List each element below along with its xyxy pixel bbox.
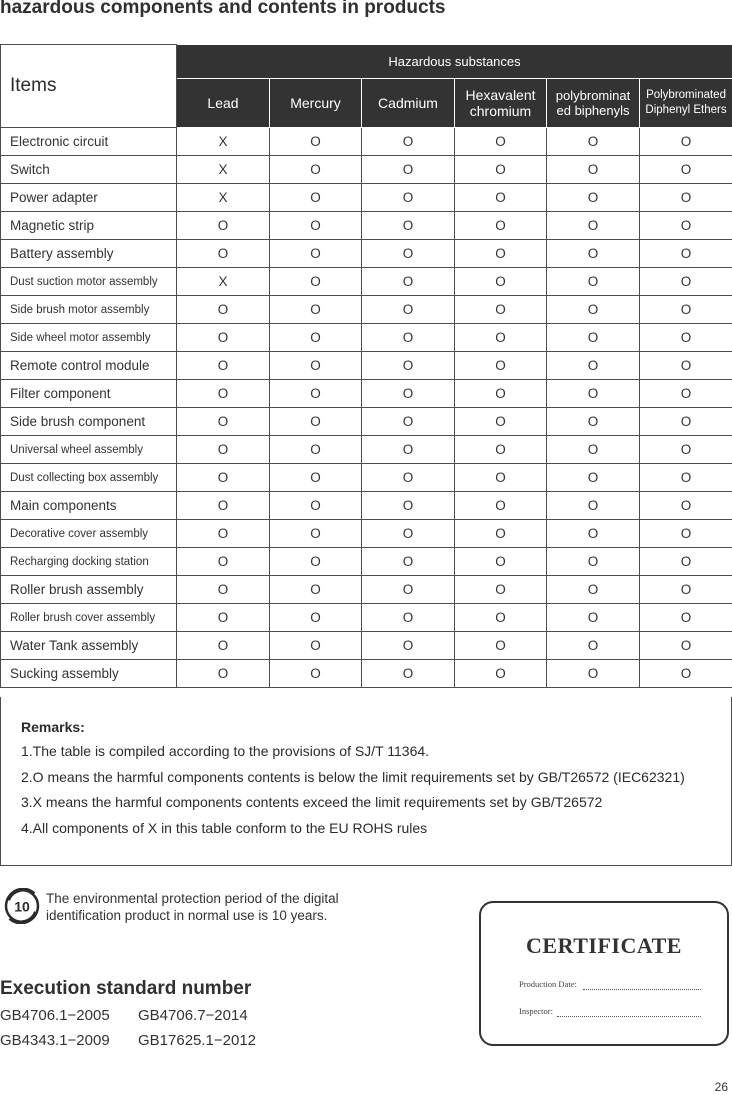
items-header: Items <box>1 45 177 128</box>
item-name: Universal wheel assembly <box>1 436 177 464</box>
item-name: Main components <box>1 492 177 520</box>
column-header <box>270 79 362 128</box>
table-row <box>1 548 732 576</box>
item-name: Roller brush cover assembly <box>1 604 177 632</box>
substance-value: O <box>547 212 640 240</box>
substance-value: O <box>270 324 362 352</box>
substance-value: O <box>270 408 362 436</box>
substance-value: O <box>362 296 455 324</box>
substance-value: O <box>270 464 362 492</box>
substance-value: O <box>547 436 640 464</box>
substance-value: O <box>177 576 270 604</box>
substance-value: O <box>177 380 270 408</box>
substance-value: O <box>177 492 270 520</box>
substance-value: O <box>177 632 270 660</box>
table-row <box>1 520 732 548</box>
substance-value: O <box>362 156 455 184</box>
table-row <box>1 352 732 380</box>
substance-value: O <box>455 184 547 212</box>
substance-value: O <box>640 632 732 660</box>
substance-value: X <box>177 156 270 184</box>
remark-2: 2.O means the harmful components contents is below the limit requirements set by GB/T26572 (IEC62321) <box>21 769 685 785</box>
substance-value: O <box>455 520 547 548</box>
substance-value: O <box>547 240 640 268</box>
column-header-line: Diphenyl Ethers <box>645 104 727 116</box>
substance-value: O <box>547 576 640 604</box>
substance-value: O <box>177 464 270 492</box>
substance-value: O <box>547 548 640 576</box>
substance-value: O <box>270 268 362 296</box>
substance-value: O <box>640 240 732 268</box>
column-header-line: Cadmium <box>378 95 438 111</box>
hazardous-substances-table <box>0 44 732 688</box>
substance-value: O <box>270 660 362 688</box>
substance-value: O <box>547 660 640 688</box>
item-name: Electronic circuit <box>1 128 177 156</box>
item-name: Sucking assembly <box>1 660 177 688</box>
column-header <box>177 79 270 128</box>
table-row <box>1 380 732 408</box>
table-row <box>1 492 732 520</box>
substance-value: O <box>455 296 547 324</box>
substance-value: O <box>362 492 455 520</box>
substance-value: O <box>362 240 455 268</box>
page-number: 26 <box>714 1080 728 1094</box>
table-row <box>1 464 732 492</box>
item-name: Side brush motor assembly <box>1 296 177 324</box>
substance-value: O <box>547 604 640 632</box>
substance-value: O <box>455 380 547 408</box>
standard-number: GB17625.1−2012 <box>138 1032 257 1049</box>
standard-number: GB4706.1−2005 <box>0 1007 110 1024</box>
substance-value: O <box>547 408 640 436</box>
substance-value: O <box>640 352 732 380</box>
substance-value: O <box>362 128 455 156</box>
substance-value: O <box>547 352 640 380</box>
substance-value: O <box>547 380 640 408</box>
substance-value: O <box>455 632 547 660</box>
substance-value: O <box>362 408 455 436</box>
substance-value: O <box>177 296 270 324</box>
item-name: Recharging docking station <box>1 548 177 576</box>
substance-value: O <box>270 352 362 380</box>
substance-value: O <box>547 268 640 296</box>
substance-value: O <box>640 184 732 212</box>
table-row <box>1 296 732 324</box>
remark-1: 1.The table is compiled according to the provisions of SJ/T 11364. <box>21 743 430 759</box>
substance-value: O <box>455 660 547 688</box>
execution-standard-title: Execution standard number <box>0 978 252 999</box>
substance-value: O <box>640 464 732 492</box>
column-header-line: Mercury <box>290 95 341 111</box>
substance-value: O <box>270 212 362 240</box>
substance-value: O <box>640 156 732 184</box>
substance-value: O <box>270 604 362 632</box>
substance-value: O <box>640 436 732 464</box>
substance-value: O <box>177 548 270 576</box>
substance-value: O <box>455 576 547 604</box>
production-date-label: Production Date: <box>519 979 577 989</box>
substance-value: O <box>640 548 732 576</box>
item-name: Battery assembly <box>1 240 177 268</box>
substance-value: O <box>547 492 640 520</box>
item-name: Power adapter <box>1 184 177 212</box>
substance-value: O <box>362 660 455 688</box>
inspector-label: Inspector: <box>519 1006 553 1016</box>
item-name: Magnetic strip <box>1 212 177 240</box>
substance-value: O <box>455 324 547 352</box>
certificate-title: CERTIFICATE <box>526 933 682 958</box>
substance-value: O <box>640 212 732 240</box>
substance-value: O <box>177 324 270 352</box>
table-row <box>1 660 732 688</box>
substance-value: O <box>547 464 640 492</box>
substance-value: O <box>455 492 547 520</box>
substance-value: O <box>455 548 547 576</box>
substance-value: O <box>270 156 362 184</box>
substance-value: O <box>455 212 547 240</box>
substance-value: O <box>640 576 732 604</box>
substance-value: O <box>547 156 640 184</box>
table-row <box>1 632 732 660</box>
table-row <box>1 184 732 212</box>
remark-4: 4.All components of X in this table conform to the EU ROHS rules <box>21 820 428 836</box>
remarks-box <box>0 697 732 866</box>
substance-value: O <box>362 268 455 296</box>
table-row <box>1 604 732 632</box>
environmental-protection-text: The environmental protection period of the digital identification product in normal use is 10 years. <box>46 891 339 923</box>
hazardous-substances-header: Hazardous substances <box>177 45 732 79</box>
substance-value: O <box>455 268 547 296</box>
item-name: Side brush component <box>1 408 177 436</box>
item-name: Side wheel motor assembly <box>1 324 177 352</box>
substance-value: O <box>362 352 455 380</box>
substance-value: O <box>270 492 362 520</box>
substance-value: O <box>547 520 640 548</box>
substance-value: X <box>177 268 270 296</box>
table-row <box>1 240 732 268</box>
substance-value: O <box>362 464 455 492</box>
item-name: Dust collecting box assembly <box>1 464 177 492</box>
substance-value: O <box>177 240 270 268</box>
substance-value: O <box>640 408 732 436</box>
substance-value: O <box>455 408 547 436</box>
remarks-title: Remarks: <box>21 719 85 735</box>
substance-value: O <box>640 604 732 632</box>
substance-value: O <box>270 436 362 464</box>
substance-value: O <box>270 184 362 212</box>
substance-value: O <box>177 408 270 436</box>
table-row <box>1 408 732 436</box>
substance-value: O <box>362 604 455 632</box>
substance-value: O <box>270 576 362 604</box>
substance-value: O <box>362 380 455 408</box>
substance-value: O <box>177 352 270 380</box>
substance-value: O <box>270 380 362 408</box>
table-row <box>1 436 732 464</box>
substance-value: O <box>640 128 732 156</box>
substance-value: O <box>362 576 455 604</box>
substance-value: O <box>270 632 362 660</box>
substance-value: O <box>547 128 640 156</box>
table-row <box>1 268 732 296</box>
substance-value: O <box>177 604 270 632</box>
substance-value: O <box>547 632 640 660</box>
substance-value: O <box>455 156 547 184</box>
substance-value: O <box>455 436 547 464</box>
certificate-box <box>479 901 729 1046</box>
substance-value: O <box>270 128 362 156</box>
item-name: Remote control module <box>1 352 177 380</box>
column-header-line: chromium <box>469 103 532 119</box>
substance-value: O <box>455 128 547 156</box>
substance-value: O <box>640 296 732 324</box>
substance-value: O <box>640 660 732 688</box>
item-name: Water Tank assembly <box>1 632 177 660</box>
environmental-protection-period-icon <box>4 888 40 924</box>
table-row <box>1 324 732 352</box>
column-header-line: Hexavalent <box>465 87 536 103</box>
substance-value: O <box>362 324 455 352</box>
inspector-line <box>557 1016 701 1017</box>
substance-value: O <box>177 660 270 688</box>
env-icon-label: 10 <box>14 898 30 915</box>
substance-value: O <box>362 632 455 660</box>
substance-value: O <box>455 240 547 268</box>
table-row <box>1 212 732 240</box>
substance-value: O <box>177 520 270 548</box>
substance-value: O <box>270 520 362 548</box>
table-row <box>1 128 732 156</box>
substance-value: O <box>270 548 362 576</box>
substance-value: O <box>455 464 547 492</box>
substance-value: O <box>362 212 455 240</box>
column-header <box>455 79 547 128</box>
substance-value: O <box>177 436 270 464</box>
item-name: Roller brush assembly <box>1 576 177 604</box>
column-header <box>362 79 455 128</box>
column-header-line: polybrominat <box>555 88 631 103</box>
production-date-line <box>583 989 701 990</box>
page-title: hazardous components and contents in products <box>0 0 446 18</box>
column-header-line: Polybrominated <box>646 89 726 101</box>
substance-value: O <box>455 604 547 632</box>
standard-number: GB4706.7−2014 <box>138 1007 248 1024</box>
substance-value: O <box>547 296 640 324</box>
substance-value: O <box>362 520 455 548</box>
substance-value: O <box>177 212 270 240</box>
column-header-line: ed biphenyls <box>556 103 630 118</box>
substance-value: O <box>362 184 455 212</box>
substance-value: O <box>270 296 362 324</box>
substance-value: O <box>455 352 547 380</box>
substance-value: O <box>640 520 732 548</box>
item-name: Switch <box>1 156 177 184</box>
item-name: Dust suction motor assembly <box>1 268 177 296</box>
standard-number: GB4343.1−2009 <box>0 1032 110 1049</box>
substance-value: O <box>362 436 455 464</box>
substance-value: X <box>177 184 270 212</box>
table-row <box>1 156 732 184</box>
substance-value: O <box>362 548 455 576</box>
item-name: Filter component <box>1 380 177 408</box>
substance-value: O <box>640 324 732 352</box>
substance-value: X <box>177 128 270 156</box>
remark-3: 3.X means the harmful components contents exceed the limit requirements set by GB/T26572 <box>21 794 603 810</box>
substance-value: O <box>270 240 362 268</box>
column-header <box>640 79 732 128</box>
substance-value: O <box>640 492 732 520</box>
column-header-line: Lead <box>207 95 239 111</box>
table-row <box>1 576 732 604</box>
substance-value: O <box>547 184 640 212</box>
item-name: Decorative cover assembly <box>1 520 177 548</box>
substance-value: O <box>640 380 732 408</box>
column-header <box>547 79 640 128</box>
substance-value: O <box>547 324 640 352</box>
substance-value: O <box>640 268 732 296</box>
